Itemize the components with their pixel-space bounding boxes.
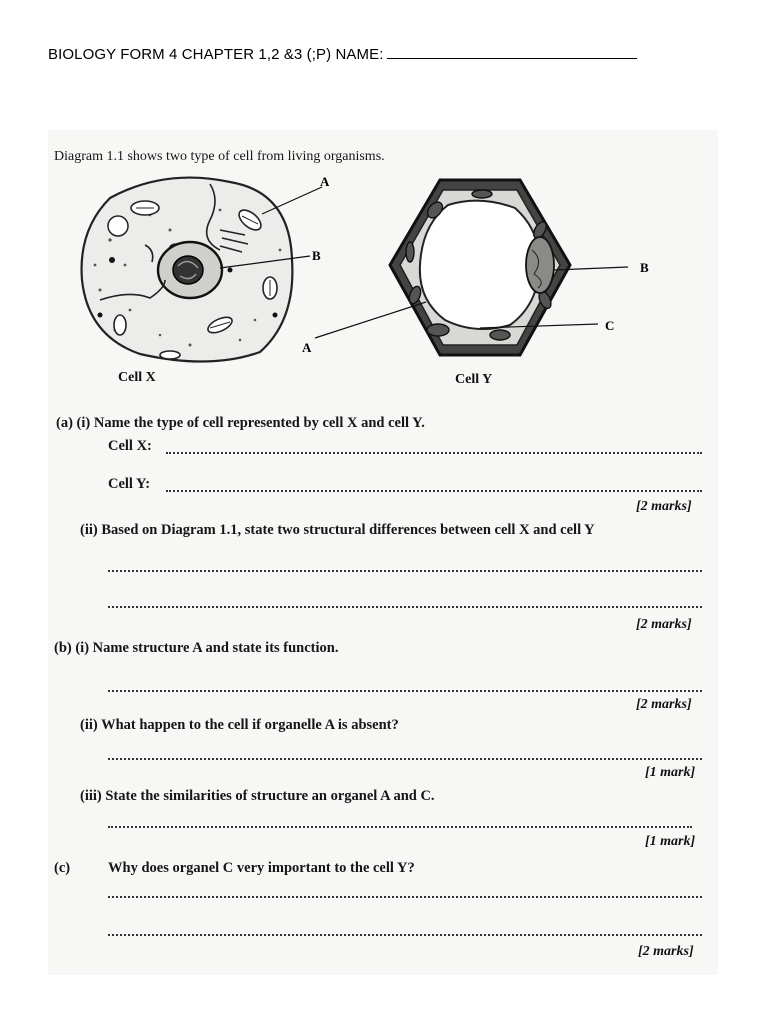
question-b-i: (b) (i) Name structure A and state its function. — [54, 640, 339, 656]
answer-line-a-ii-2[interactable] — [108, 606, 702, 608]
label-b-y: B — [640, 260, 649, 275]
label-a-x: A — [320, 174, 330, 189]
label-a-y: A — [302, 340, 312, 355]
cell-y-caption: Cell Y — [455, 372, 493, 387]
marks-a-ii: [2 marks] — [636, 617, 692, 632]
cell-y-drawing — [390, 180, 570, 355]
question-c-label: (c) — [54, 860, 71, 876]
marks-b-i: [2 marks] — [636, 697, 692, 712]
diagram-cells — [70, 170, 670, 395]
cell-y-answer-label: Cell Y: — [108, 476, 151, 492]
question-c: Why does organel C very important to the cell Y? — [108, 860, 415, 876]
marks-b-ii: [1 mark] — [645, 765, 696, 780]
cell-x-answer-line[interactable] — [166, 452, 702, 454]
question-b-iii: (iii) State the similarities of structure an organel A and C. — [80, 788, 435, 804]
question-a-ii: (ii) Based on Diagram 1.1, state two structural differences between cell X and cell Y — [80, 522, 595, 538]
answer-line-b-i[interactable] — [108, 690, 702, 692]
cell-x-answer-label: Cell X: — [108, 438, 152, 454]
question-a-i: (a) (i) Name the type of cell represented by cell X and cell Y. — [56, 415, 425, 431]
label-b-x: B — [312, 248, 321, 263]
label-c-y: C — [605, 318, 615, 333]
name-field[interactable] — [387, 44, 637, 59]
worksheet-header — [48, 44, 637, 63]
answer-line-a-ii-1[interactable] — [108, 570, 702, 572]
answer-line-b-iii[interactable] — [108, 826, 692, 828]
marks-c: [2 marks] — [638, 944, 694, 959]
diagram-intro: Diagram 1.1 shows two type of cell from living organisms. — [54, 149, 385, 164]
marks-b-iii: [1 mark] — [645, 834, 696, 849]
answer-line-c-1[interactable] — [108, 896, 702, 898]
marks-a-i: [2 marks] — [636, 499, 692, 514]
cell-x-caption: Cell X — [118, 370, 156, 385]
header-title: BIOLOGY FORM 4 CHAPTER 1,2 &3 (;P) NAME: — [48, 46, 384, 63]
answer-line-b-ii[interactable] — [108, 758, 702, 760]
cell-y-answer-line[interactable] — [166, 490, 702, 492]
question-b-ii: (ii) What happen to the cell if organelle A is absent? — [80, 717, 399, 733]
answer-line-c-2[interactable] — [108, 934, 702, 936]
cell-x-drawing — [82, 178, 293, 362]
